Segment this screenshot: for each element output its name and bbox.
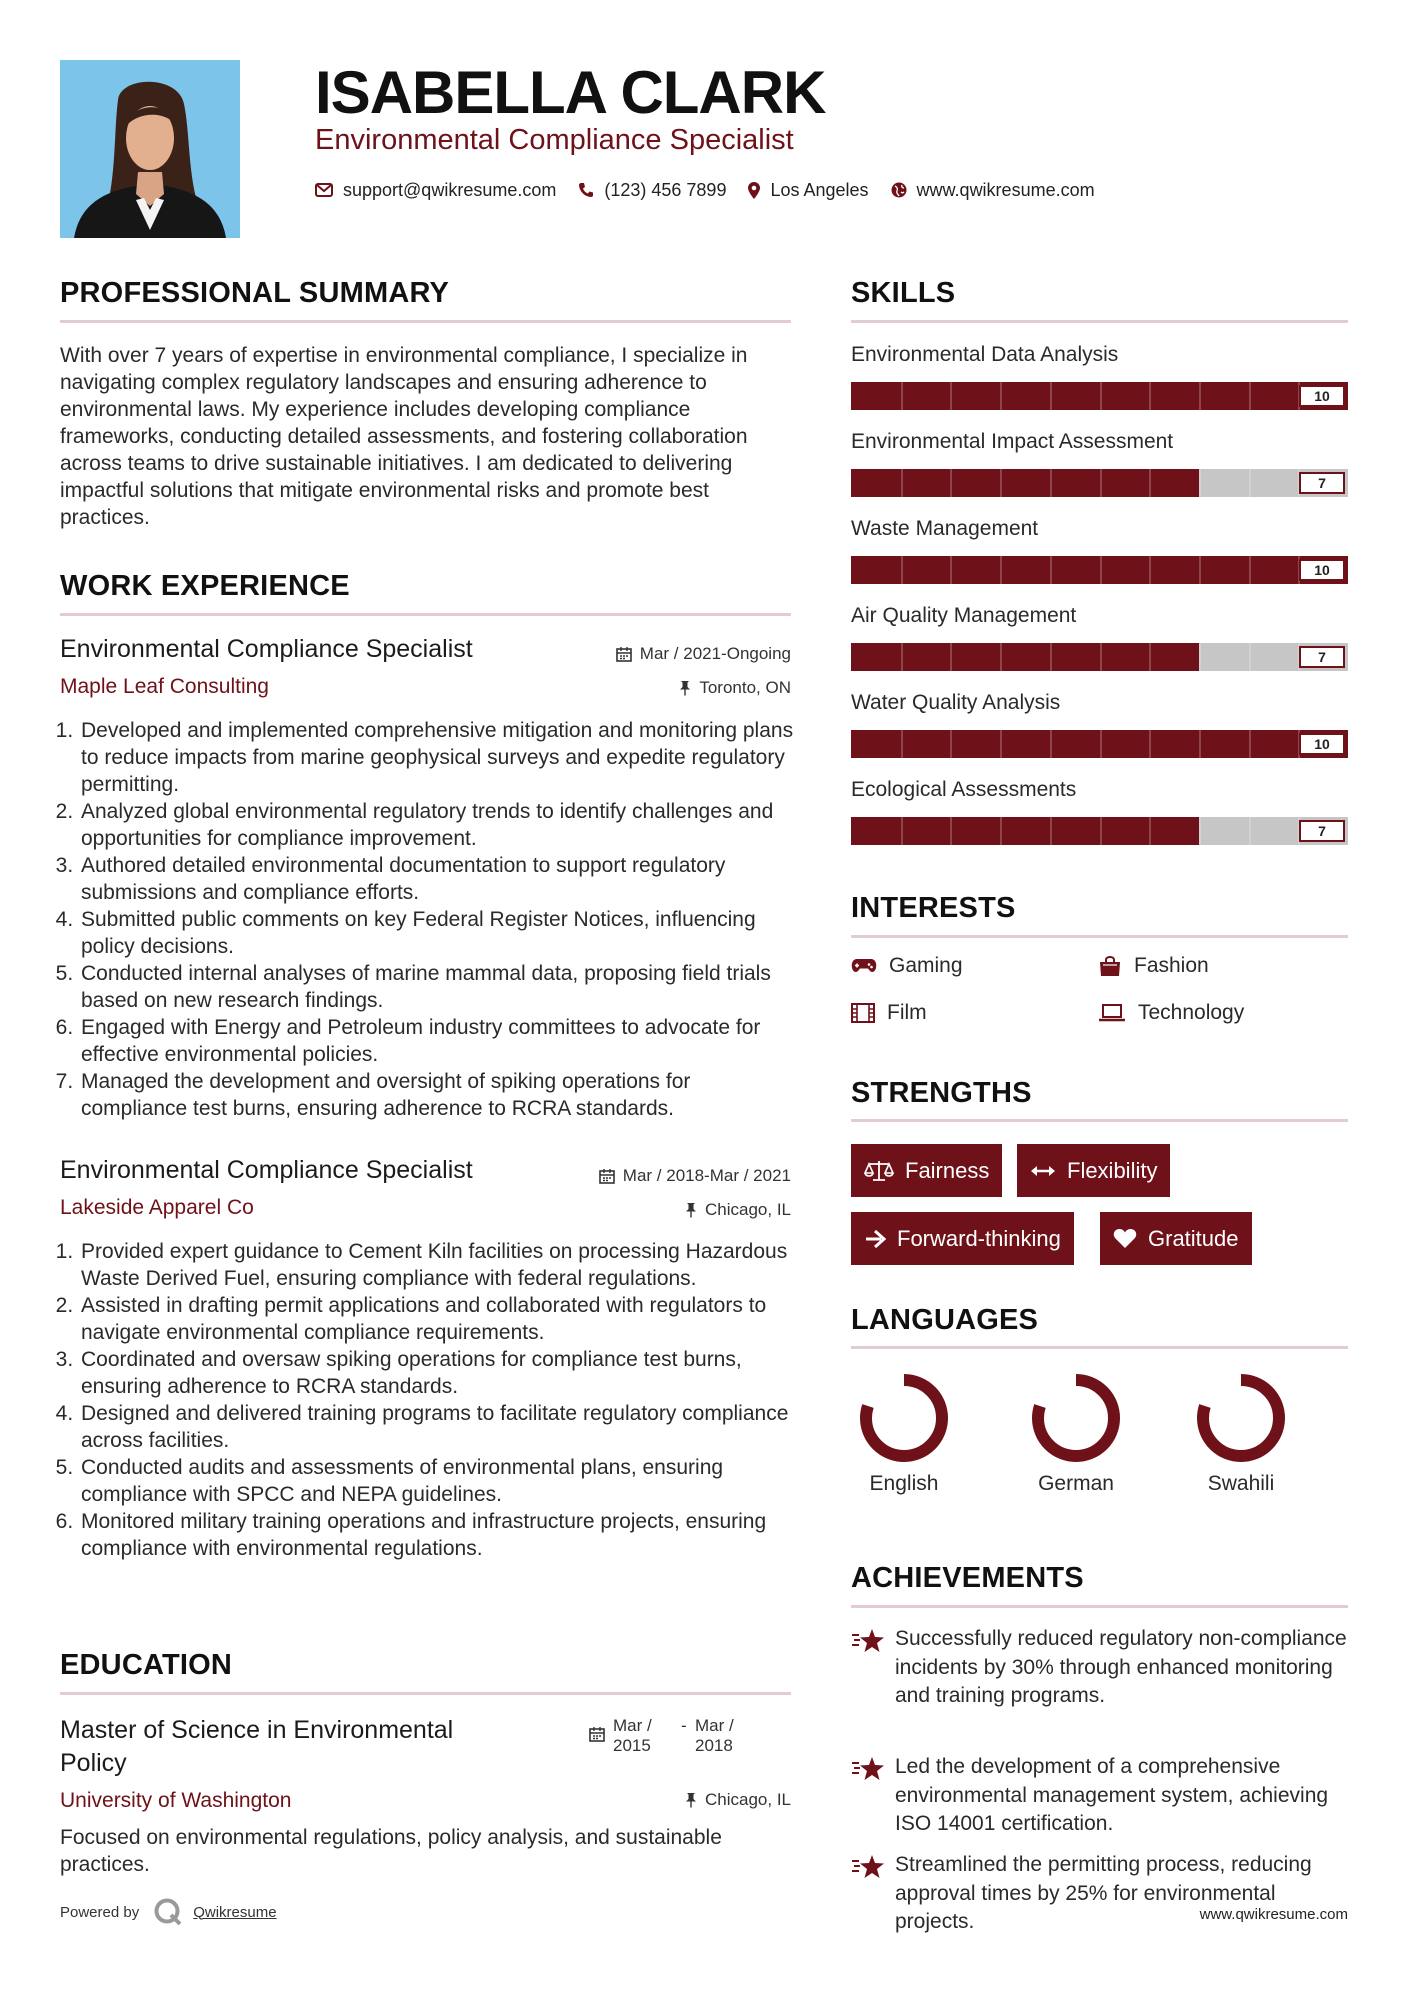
job-1-bullets [60,717,800,1122]
skill-label: Environmental Data Analysis [851,343,1119,366]
skill-bar [851,382,1348,410]
skill-fill [851,469,1199,497]
skill-segment-divider [1000,643,1002,671]
skill-segment-divider [1149,817,1151,845]
education-divider [60,1692,791,1695]
skill-segment-divider [1050,382,1052,410]
job-1-company: Maple Leaf Consulting [60,675,269,698]
footer-website[interactable]: www.qwikresume.com [1199,1906,1348,1923]
skill-segment-divider [950,643,952,671]
achievement-text: Successfully reduced regulatory non-compliance incidents by 30% through enhanced monitoring and training programs. [895,1627,1347,1707]
skill-bar [851,730,1348,758]
job-1-title: Environmental Compliance Specialist [60,635,473,663]
education-heading: EDUCATION [60,1649,233,1681]
achievement-text: Streamlined the permitting process, reducing approval times by 25% for environmental projects. [895,1853,1312,1933]
calendar-icon [599,1168,615,1184]
arrows-horizontal-icon [1030,1164,1056,1178]
portrait-image [60,60,240,238]
skill-segment-divider [1100,469,1102,497]
strength-label: Flexibility [1067,1157,1158,1183]
skill-segment-divider [1000,382,1002,410]
candidate-role: Environmental Compliance Specialist [315,124,794,156]
list-item: 7. Managed the development and oversight of spiking operations for compliance test burns, ensuring adherence to RCRA standards. [79,1068,800,1122]
job-2-dates [540,1165,791,1187]
skill-level: 10 [1299,733,1345,755]
list-item: 2. Analyzed global environmental regulatory trends to identify challenges and opportunities for compliance improvement. [79,798,800,852]
skill-level: 7 [1299,472,1345,494]
skill-bar [851,556,1348,584]
skill-level: 10 [1299,559,1345,581]
interest-item-film [851,1001,927,1025]
phone-icon [578,182,594,198]
school-name: University of Washington [60,1789,292,1812]
skills-divider [851,320,1348,323]
skill-segment-divider [1100,643,1102,671]
skill-segment-divider [901,730,903,758]
interest-item-fashion [1098,954,1209,978]
language-level-arc [1038,1380,1114,1456]
language-ring [1193,1370,1289,1466]
skill-segment-divider [901,817,903,845]
contact-phone[interactable] [578,180,726,201]
language-level-arc [866,1380,942,1456]
skill-segment-divider [1149,643,1151,671]
arrow-right-icon [864,1229,886,1249]
skill-segment-divider [1100,556,1102,584]
qwikresume-logo-icon [153,1897,183,1927]
skill-segment-divider [1149,469,1151,497]
interest-label: Technology [1138,1001,1245,1024]
strength-label: Fairness [905,1157,990,1183]
list-item: 6. Monitored military training operations and infrastructure projects, ensuring compliance with environmental regulations. [79,1508,800,1562]
job-1-dates-text: Mar / 2021-Ongoing [639,644,791,663]
achievement-item [851,1753,1351,1839]
skill-segment-divider [1149,382,1151,410]
shooting-star-icon [851,1853,885,1881]
interest-label: Fashion [1134,954,1209,977]
skill-segment-divider [901,556,903,584]
achievement-text: Led the development of a comprehensive environmental management system, achieving ISO 14001 certification. [895,1755,1329,1835]
list-item: 1. Developed and implemented comprehensive mitigation and monitoring plans to reduce impacts from marine geophysical surveys and expedite regulatory permitting. [79,717,800,798]
skill-label: Environmental Impact Assessment [851,430,1174,453]
map-marker-icon [748,182,760,199]
strength-label: Forward-thinking [897,1225,1061,1251]
skill-fill [851,643,1199,671]
skill-level: 7 [1299,820,1345,842]
education-dates [589,1716,755,1756]
skill-label: Waste Management [851,517,1039,540]
contact-location [748,180,868,201]
brand-link[interactable]: Qwikresume [193,1903,277,1921]
list-item: 6. Engaged with Energy and Petroleum industry committees to advocate for effective environmental policies. [79,1014,800,1068]
shopping-bag-icon [1098,955,1122,977]
job-2-company: Lakeside Apparel Co [60,1196,254,1219]
contact-website[interactable] [891,180,1095,201]
calendar-icon [616,646,632,662]
skill-segment-divider [1000,556,1002,584]
skill-bar [851,469,1348,497]
skill-segment-divider [901,469,903,497]
skill-segment-divider [1100,382,1102,410]
calendar-icon [589,1726,605,1742]
contact-website-text: www.qwikresume.com [916,179,1095,200]
skill-segment-divider [1000,469,1002,497]
job-1-location [560,677,791,699]
skill-segment-divider [1050,469,1052,497]
interest-item-gaming [851,954,963,978]
summary-divider [60,320,791,323]
skill-segment-divider [1199,730,1201,758]
job-2-bullets [60,1238,800,1562]
skill-segment-divider [1050,730,1052,758]
skill-segment-divider [1249,382,1251,410]
list-item: 4. Designed and delivered training programs to facilitate regulatory compliance across facilities. [79,1400,800,1454]
strength-badge-gratitude [1100,1212,1252,1265]
job-2-title: Environmental Compliance Specialist [60,1156,473,1184]
languages-heading: LANGUAGES [851,1304,1039,1336]
degree-title: Master of Science in Environmental Policy [60,1716,454,1777]
list-item: 5. Conducted internal analyses of marine mammal data, proposing field trials based on new research findings. [79,960,800,1014]
job-1-location-text: Toronto, ON [699,678,791,697]
achievement-item [851,1851,1351,1937]
skill-segment-divider [1050,817,1052,845]
skill-segment-divider [1199,556,1201,584]
candidate-name: ISABELLA CLARK [315,59,826,126]
experience-divider [60,613,791,616]
skill-segment-divider [1249,730,1251,758]
date-separator: - [681,1716,687,1735]
language-ring [1028,1370,1124,1466]
job-2-location [560,1199,791,1221]
language-item-german [1021,1370,1131,1496]
summary-text: With over 7 years of expertise in environmental compliance, I specialize in navigating complex regulatory landscapes and ensuring adherence to environmental laws. My experience includes developing compliance frameworks, conducting detailed assessments, and fostering collaboration across teams to drive sustainable initiatives. I am dedicated to delivering impactful solutions that mitigate environmental risks and promote best practices. [60,344,748,529]
education-start-date: Mar / 2015 [613,1716,652,1755]
achievement-item [851,1625,1351,1711]
skill-segment-divider [1249,469,1251,497]
contact-email-text: support@qwikresume.com [343,179,557,200]
contact-bar [315,176,1117,204]
skill-segment-divider [950,469,952,497]
strength-badge-forward-thinking [851,1212,1074,1265]
balance-scale-icon [864,1160,894,1182]
shooting-star-icon [851,1627,885,1655]
list-item: 5. Conducted audits and assessments of environmental plans, ensuring compliance with SPCC and NEPA guidelines. [79,1454,800,1508]
globe-icon [891,182,907,198]
interest-label: Gaming [889,954,963,977]
skill-bar [851,643,1348,671]
interest-item-technology [1098,1001,1244,1025]
interests-divider [851,935,1348,938]
strengths-heading: STRENGTHS [851,1077,1032,1109]
skill-segment-divider [1100,730,1102,758]
skill-segment-divider [1249,556,1251,584]
summary-heading: PROFESSIONAL SUMMARY [60,277,450,309]
skill-segment-divider [1199,382,1201,410]
language-level-arc [1203,1380,1279,1456]
skill-segment-divider [1149,730,1151,758]
footer-powered-by [60,1897,277,1927]
gamepad-icon [851,958,877,974]
pushpin-icon [685,1792,697,1808]
skill-segment-divider [1100,817,1102,845]
strength-badge-flexibility [1017,1144,1170,1197]
list-item: 3. Authored detailed environmental documentation to support regulatory submissions and compliance efforts. [79,852,800,906]
language-label: German [1038,1472,1114,1495]
skill-segment-divider [1199,469,1201,497]
interests-heading: INTERESTS [851,892,1016,924]
education-end-date: Mar / 2018 [695,1716,734,1755]
education-location-text: Chicago, IL [705,1790,791,1809]
skill-segment-divider [1199,643,1201,671]
language-label: Swahili [1207,1472,1275,1495]
skill-segment-divider [1199,817,1201,845]
skill-segment-divider [1149,556,1151,584]
powered-by-text: Powered by [60,1903,140,1921]
profile-photo [60,60,240,238]
languages-divider [851,1346,1348,1349]
language-item-swahili [1186,1370,1296,1496]
language-item-english [849,1370,959,1496]
heart-icon [1113,1228,1137,1249]
list-item: 1. Provided expert guidance to Cement Kiln facilities on processing Hazardous Waste Derived Fuel, ensuring compliance with federal regulations. [79,1238,800,1292]
skill-segment-divider [901,643,903,671]
job-2-dates-text: Mar / 2018-Mar / 2021 [622,1166,791,1185]
contact-phone-text: (123) 456 7899 [604,179,727,200]
achievements-divider [851,1605,1348,1608]
interest-label: Film [887,1001,927,1024]
education-location [560,1789,791,1811]
skill-segment-divider [1249,643,1251,671]
language-label: English [869,1472,939,1495]
skill-label: Air Quality Management [851,604,1077,627]
skill-segment-divider [950,556,952,584]
skill-level: 10 [1299,385,1345,407]
job-2-location-text: Chicago, IL [705,1200,791,1219]
contact-email[interactable] [315,180,556,201]
contact-location-text: Los Angeles [770,179,869,200]
education-description: Focused on environmental regulations, policy analysis, and sustainable practices. [60,1826,722,1876]
language-ring [856,1370,952,1466]
list-item: 4. Submitted public comments on key Federal Register Notices, influencing policy decisions. [79,906,800,960]
experience-heading: WORK EXPERIENCE [60,570,350,602]
film-icon [851,1003,875,1023]
skill-fill [851,817,1199,845]
skills-heading: SKILLS [851,277,956,309]
pushpin-icon [679,680,691,696]
strength-badge-fairness [851,1144,1002,1197]
laptop-icon [1098,1003,1126,1023]
skill-segment-divider [1000,817,1002,845]
skill-level: 7 [1299,646,1345,668]
job-1-dates [560,643,791,665]
pushpin-icon [685,1202,697,1218]
skill-segment-divider [950,817,952,845]
skill-bar [851,817,1348,845]
envelope-icon [315,183,333,197]
achievements-heading: ACHIEVEMENTS [851,1562,1084,1594]
skill-segment-divider [950,730,952,758]
skill-segment-divider [1249,817,1251,845]
skill-segment-divider [901,382,903,410]
strengths-divider [851,1119,1348,1122]
list-item: 2. Assisted in drafting permit applications and collaborated with regulators to navigate environmental compliance requirements. [79,1292,800,1346]
strength-label: Gratitude [1148,1225,1239,1251]
skill-segment-divider [950,382,952,410]
skill-segment-divider [1050,556,1052,584]
skill-segment-divider [1000,730,1002,758]
list-item: 3. Coordinated and oversaw spiking operations for compliance test burns, ensuring adherence to RCRA standards. [79,1346,800,1400]
skill-segment-divider [1050,643,1052,671]
shooting-star-icon [851,1755,885,1783]
skill-label: Water Quality Analysis [851,691,1061,714]
skill-label: Ecological Assessments [851,778,1077,801]
